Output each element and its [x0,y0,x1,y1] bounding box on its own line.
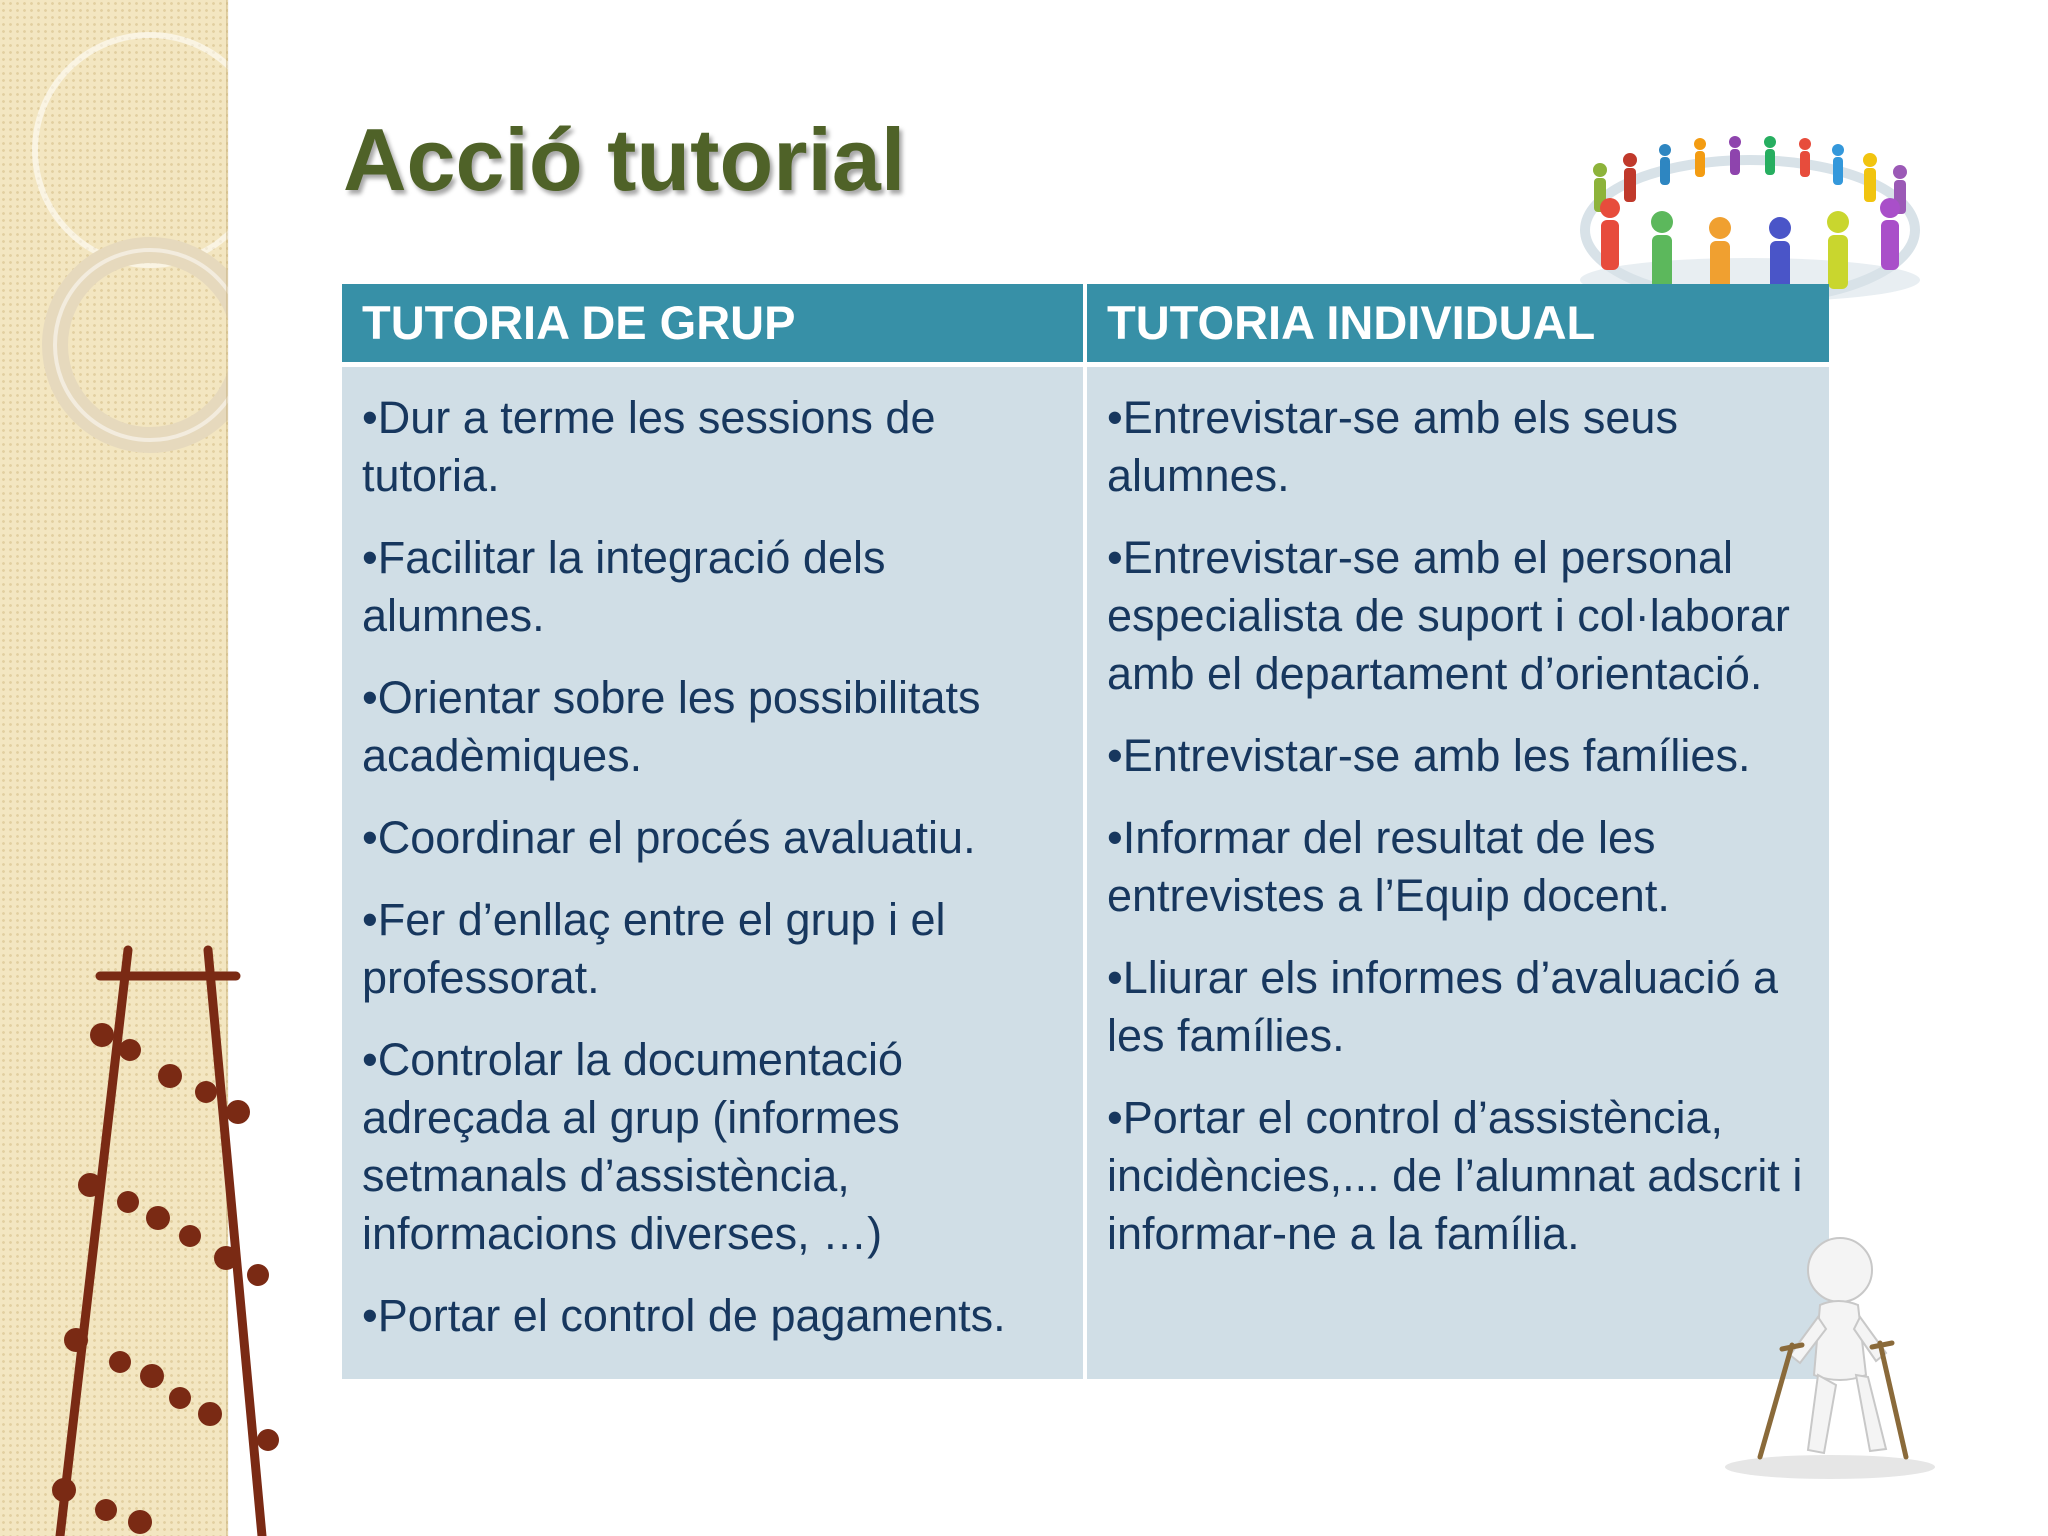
decorative-rings [0,0,228,520]
ladder-illustration [40,930,300,1536]
list-item: •Informar del resultat de les entrevistes a l’Equip docent. [1107,812,1670,921]
list-item: •Portar el control d’assistència, incidències,... de l’alumnat adscrit i informar-ne a la família. [1107,1092,1803,1259]
list-item: •Controlar la documentació adreçada al grup (informes setmanals d’assistència, informacions diverses, …) [362,1034,904,1259]
header-group-tutoring: TUTORIA DE GRUP [342,284,1083,362]
list-item: •Fer d’enllaç entre el grup i el professorat. [362,894,946,1003]
list-item: •Entrevistar-se amb els seus alumnes. [1107,392,1678,501]
list-item: •Entrevistar-se amb el personal especialista de suport i col·laborar amb el departament d’orientació. [1107,532,1790,699]
people-circle-illustration [1570,130,1930,305]
list-item: •Dur a terme les sessions de tutoria. [362,392,936,501]
list-item: •Facilitar la integració dels alumnes. [362,532,886,641]
individual-tutoring-list [1107,389,1809,1263]
list-item: •Lliurar els informes d’avaluació a les famílies. [1107,952,1779,1061]
figure-with-crutches-illustration [1710,1225,1940,1485]
list-item: •Coordinar el procés avaluatiu. [362,812,976,863]
header-individual-tutoring: TUTORIA INDIVIDUAL [1087,284,1829,362]
list-item: •Orientar sobre les possibilitats acadèmiques. [362,672,981,781]
group-tutoring-list [362,389,1063,1345]
list-item: •Portar el control de pagaments. [362,1290,1006,1341]
tutoring-table [342,284,1829,1379]
group-tutoring-column [342,367,1083,1379]
list-item: •Entrevistar-se amb les famílies. [1107,730,1751,781]
slide-title: Acció tutorial [343,110,906,209]
